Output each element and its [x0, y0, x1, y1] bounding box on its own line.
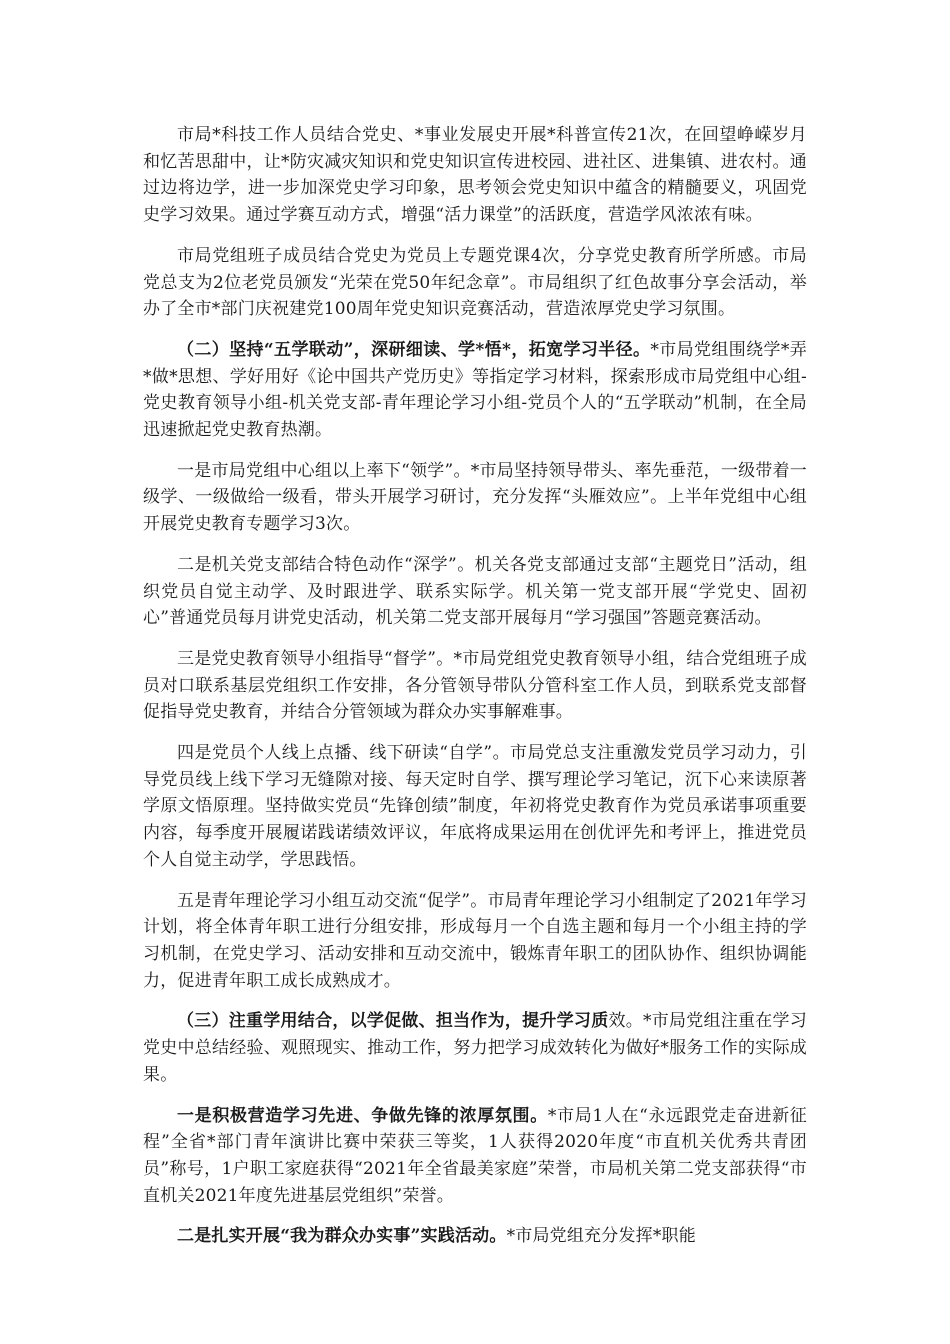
sub-2-text: *市局党组充分发挥*职能 — [506, 1226, 696, 1247]
sub-2-heading: 二是扎实开展“我为群众办实事”实践活动。 — [177, 1226, 507, 1247]
item-5-text: 五是青年理论学习小组互动交流“促学”。市局青年理论学习小组制定了2021年学习计划，将全体青年职工进行分组安排，形成每月一个自选主题和每月一个小组主持的学习机制，在党史学习、活动安排和互动交流中，锻炼青年职工的团队协作、组织协调能力，促进青年职工成长成熟成才。 — [143, 890, 807, 991]
section-2-heading: （二）坚持“五学联动”，深研细读、学*悟*，拓宽学习半径。 — [177, 339, 651, 360]
section-2-paragraph — [143, 337, 807, 444]
paragraph-1-text: 市局*科技工作人员结合党史、*事业发展史开展*科普宣传21次，在回望峥嵘岁月和忆苦思甜中，让*防灾减灾知识和党史知识宣传进校园、进社区、进集镇、进农村。通过边将边学，进一步加深党史学习印象，思考领会党史知识中蕴含的精髓要义，巩固党史学习效果。通过学赛互动方式，增强“活力课堂”的活跃度，营造学风浓浓有味。 — [143, 125, 807, 226]
item-3-paragraph — [143, 646, 807, 726]
sub-1-heading: 一是积极营造学习先进、争做先锋的浓厚氛围。 — [177, 1105, 548, 1126]
item-5-paragraph — [143, 888, 807, 995]
section-3-paragraph — [143, 1008, 807, 1088]
section-2-text: *市局党组围绕学*弄*做*思想、学好用好《论中国共产党历史》等指定学习材料，探索形成市局党组中心组-党史教育领导小组-机关党支部-青年理论学习小组-党员个人的“五学联动”机制，在全局迅速掀起党史教育热潮。 — [143, 339, 807, 441]
paragraph-2 — [143, 243, 807, 323]
sub-1-text: *市局1人在“永远跟党走奋进新征程”全省*部门青年演讲比赛中荣获三等奖，1人获得2020年度“市直机关优秀共青团员”称号，1户职工家庭获得“2021年全省最美家庭”荣誉，市局机关第二党支部获得“市直机关2021年度先进基层党组织”荣誉。 — [143, 1105, 807, 1206]
section-3-text: 效。*市局党组注重在学习党史中总结经验、观照现实、推动工作，努力把学习成效转化为做好*服务工作的实际成果。 — [143, 1011, 807, 1085]
item-1-text: 一是市局党组中心组以上率下“领学”。*市局坚持领导带头、率先垂范，一级带着一级学、一级做给一级看，带头开展学习研讨，充分发挥“头雁效应”。上半年党组中心组开展党史教育专题学习3次。 — [143, 460, 807, 535]
item-2-text: 二是机关党支部结合特色动作“深学”。机关各党支部通过支部“主题党日”活动，组织党员自觉主动学、及时跟进学、联系实际学。机关第一党支部开展“学党史、固初心”普通党员每月讲党史活动，机关第二党支部开展每月“学习强国”答题竞赛活动。 — [143, 554, 807, 629]
item-4-paragraph — [143, 740, 807, 874]
item-2-paragraph — [143, 552, 807, 632]
document-body — [143, 122, 807, 1264]
item-3-text: 三是党史教育领导小组指导“督学”。*市局党组党史教育领导小组，结合党组班子成员对口联系基层党组织工作安排，各分管领导带队分管科室工作人员，到联系党支部督促指导党史教育，并结合分管领域为群众办实事解难事。 — [143, 648, 807, 723]
paragraph-1 — [143, 122, 807, 229]
item-1-paragraph — [143, 458, 807, 538]
sub-2-paragraph — [143, 1223, 807, 1250]
sub-1-paragraph — [143, 1103, 807, 1210]
item-4-text: 四是党员个人线上点播、线下研读“自学”。市局党总支注重激发党员学习动力，引导党员线上线下学习无缝隙对接、每天定时自学、撰写理论学习笔记，沉下心来读原著学原文悟原理。坚持做实党员“先锋创绩”制度，年初将党史教育作为党员承诺事项重要内容，每季度开展履诺践诺绩效评议，年底将成果运用在创优评先和考评上，推进党员个人自觉主动学，学思践悟。 — [143, 743, 807, 870]
section-3-heading: （三）注重学用结合，以学促做、担当作为，提升学习质 — [177, 1011, 609, 1032]
paragraph-2-text: 市局党组班子成员结合党史为党员上专题党课4次，分享党史教育所学所感。市局党总支为2位老党员颁发“光荣在党50年纪念章”。市局组织了红色故事分享会活动，举办了全市*部门庆祝建党100周年党史知识竞赛活动，营造浓厚党史学习氛围。 — [143, 245, 807, 320]
